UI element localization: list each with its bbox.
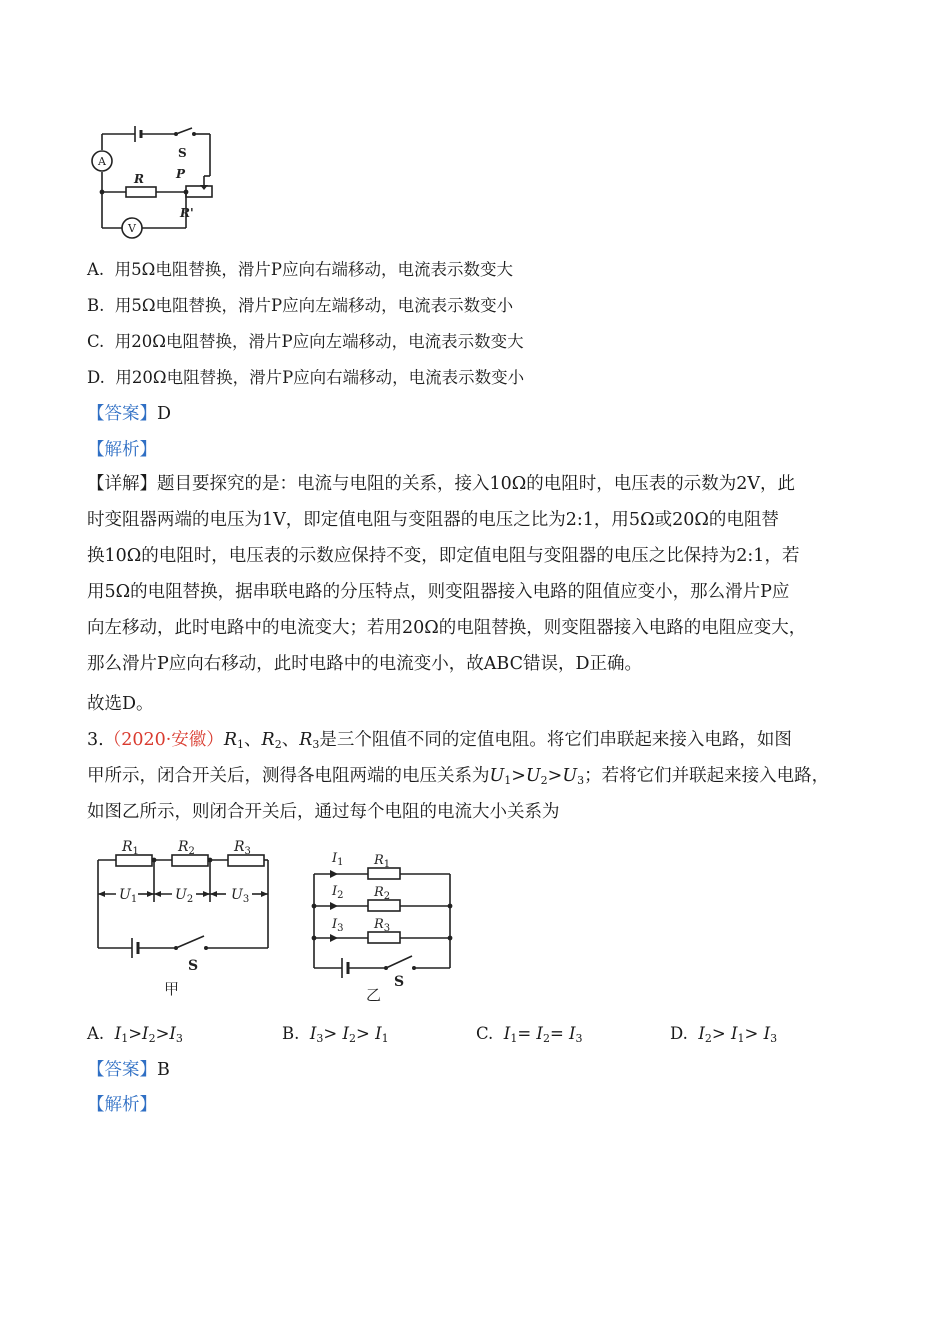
option-letter: C. bbox=[87, 332, 105, 351]
answer-value: B bbox=[157, 1060, 170, 1080]
label-r2: $R_2$ bbox=[178, 839, 195, 857]
q3-stem-line-2: 甲所示，闭合开关后，测得各电阻两端的电压关系为$U_1>U_2>U_3$；若将它们并联起来接入电路， bbox=[87, 766, 830, 787]
option-c bbox=[87, 330, 524, 354]
answer-value: D bbox=[157, 404, 172, 424]
detail-line-4: 用5Ω的电阻替换，据串联电路的分压特点，则变阻器接入电路的阻值应变小，那么滑片P应 bbox=[87, 582, 790, 602]
label-u1: $U_1$ bbox=[119, 887, 138, 905]
q3-option-a: A. $I_1>I_2>I_3$ bbox=[87, 1024, 183, 1045]
answer-line bbox=[87, 402, 171, 426]
option-b bbox=[87, 294, 513, 318]
ammeter-label: A bbox=[98, 155, 106, 168]
option-text: 用5Ω电阻替换，滑片P应向右端移动，电流表示数变大 bbox=[114, 260, 513, 279]
answer-tag: 【答案】 bbox=[87, 1060, 157, 1080]
detail-tag: 【详解】 bbox=[87, 474, 157, 494]
q3-stem-line-3: 如图乙所示，则闭合开关后，通过每个电阻的电流大小关系为 bbox=[87, 802, 560, 822]
resistor-label: R bbox=[134, 172, 144, 186]
label-r3: $R_3$ bbox=[374, 917, 391, 934]
question-source: （2020·安徽） bbox=[103, 730, 224, 750]
label-i1: $I_1$ bbox=[332, 851, 344, 868]
circuit-diagram-yi bbox=[306, 840, 456, 1006]
detail-line-3: 换10Ω的电阻时，电压表的示数应保持不变，即定值电阻与变阻器的电压之比保持为2:1，若 bbox=[87, 546, 800, 566]
switch-label: S bbox=[188, 958, 199, 974]
q3-stem-line-1: 3.（2020·安徽）$R_1$、$R_2$、$R_3$是三个阻值不同的定值电阻。将它们串联起来接入电路，如图 bbox=[87, 730, 792, 751]
option-letter: A. bbox=[87, 260, 105, 279]
q3-analysis-tag: 【解析】 bbox=[87, 1095, 157, 1115]
label-u3: $U_3$ bbox=[231, 887, 250, 905]
q3-option-c: C. $I_1= I_2= I_3$ bbox=[476, 1024, 583, 1045]
circuit-diagram-q2 bbox=[90, 126, 220, 244]
option-letter: D. bbox=[87, 368, 105, 387]
detail-line-6: 那么滑片P应向右移动，此时电路中的电流变小，故ABC错误，D正确。 bbox=[87, 654, 643, 674]
detail-line-2: 时变阻器两端的电压为1V，即定值电阻与变阻器的电压之比为2:1，用5Ω或20Ω的电阻替 bbox=[87, 510, 779, 530]
option-d bbox=[87, 366, 524, 390]
figure-caption-jia: 甲 bbox=[164, 980, 180, 998]
q3-option-d: D. $I_2> I_1> I_3$ bbox=[670, 1024, 778, 1045]
slider-label: P bbox=[176, 167, 186, 181]
q3-answer-line bbox=[87, 1058, 170, 1082]
option-text: 用20Ω电阻替换，滑片P应向左端移动，电流表示数变大 bbox=[114, 332, 524, 351]
answer-tag: 【答案】 bbox=[87, 404, 157, 424]
voltmeter-label: V bbox=[128, 222, 136, 235]
analysis-tag: 【解析】 bbox=[87, 440, 157, 460]
detail-line-1 bbox=[87, 472, 795, 496]
label-r3: $R_3$ bbox=[234, 839, 251, 857]
label-r1: $R_1$ bbox=[374, 853, 391, 870]
circuit-diagram-jia bbox=[92, 836, 274, 1001]
label-u2: $U_2$ bbox=[175, 887, 194, 905]
option-letter: B. bbox=[87, 296, 105, 315]
option-text: 用5Ω电阻替换，滑片P应向左端移动，电流表示数变小 bbox=[114, 296, 514, 315]
label-r1: $R_1$ bbox=[122, 839, 139, 857]
label-i3: $I_3$ bbox=[332, 917, 344, 934]
question-number: 3. bbox=[87, 730, 104, 750]
detail-text: 题目要探究的是：电流与电阻的关系，接入10Ω的电阻时，电压表的示数为2V，此 bbox=[157, 474, 796, 494]
label-i2: $I_2$ bbox=[332, 884, 344, 901]
q3-option-b: B. $I_3> I_2> I_1$ bbox=[282, 1024, 389, 1045]
figure-caption-yi: 乙 bbox=[366, 986, 382, 1004]
detail-line-5: 向左移动，此时电路中的电流变大；若用20Ω的电阻替换，则变阻器接入电路的电阻应变大， bbox=[87, 618, 807, 638]
rheostat-label: R' bbox=[180, 206, 194, 220]
switch-label: S bbox=[178, 146, 187, 160]
option-text: 用20Ω电阻替换，滑片P应向右端移动，电流表示数变小 bbox=[115, 368, 525, 387]
label-r2: $R_2$ bbox=[374, 885, 391, 902]
option-a bbox=[87, 258, 513, 282]
switch-label: S bbox=[394, 974, 405, 990]
conclusion: 故选D。 bbox=[87, 694, 154, 714]
